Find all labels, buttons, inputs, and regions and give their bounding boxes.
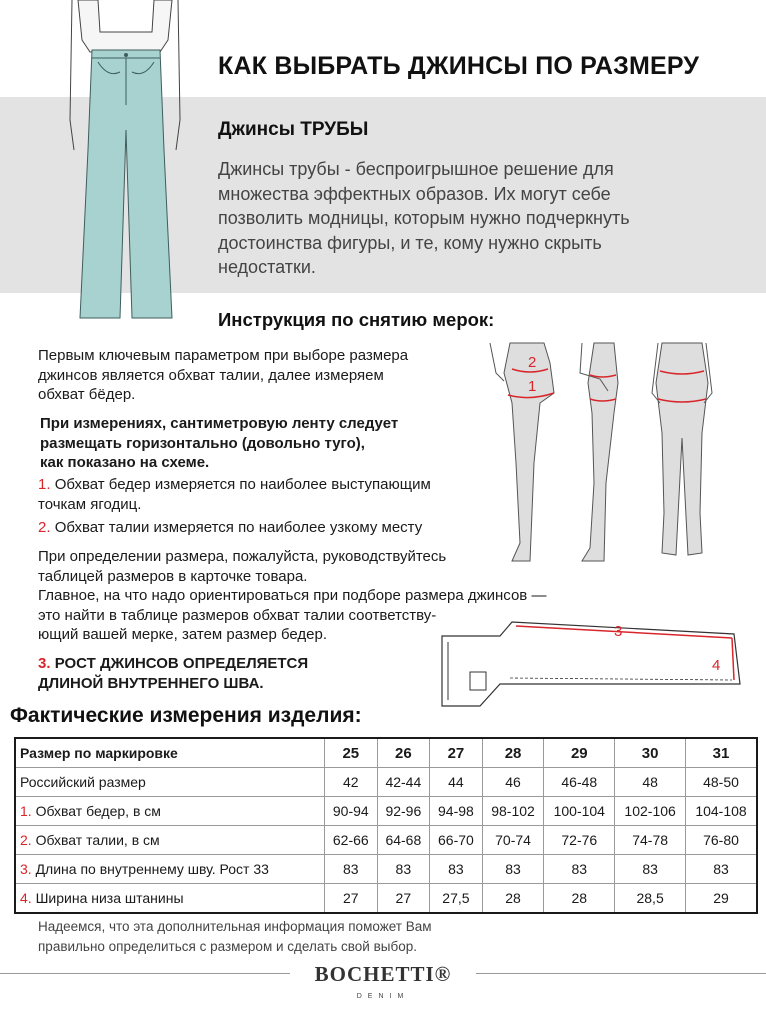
instructions-tape: [40, 414, 398, 473]
instruction-item-2: [38, 518, 422, 538]
table-cell: 83: [377, 855, 430, 884]
row-label: [15, 797, 325, 826]
measurements-title: Фактические измерения изделия:: [10, 704, 362, 727]
table-cell: 102-106: [615, 797, 686, 826]
table-cell: 92-96: [377, 797, 430, 826]
table-cell: 64-68: [377, 826, 430, 855]
text-line: ющий вашей мерке, затем размер бедер.: [38, 626, 327, 643]
text-line: обхват бёдер.: [38, 386, 136, 403]
text-line: РОСТ ДЖИНСОВ ОПРЕДЕЛЯЕТСЯ: [54, 655, 309, 672]
text-line: Первым ключевым параметром при выборе размера: [38, 347, 409, 364]
text-line: правильно определиться с размером и сделать свой выбор.: [38, 939, 417, 954]
jeans-measurement-diagram: [440, 614, 740, 709]
table-cell: 46: [482, 768, 544, 797]
table-cell: 28: [482, 884, 544, 914]
table-cell: 44: [430, 768, 483, 797]
text-line: ДЛИНОЙ ВНУТРЕННЕГО ШВА.: [38, 674, 264, 692]
size-cell: 28: [482, 738, 544, 768]
table-cell: 42: [325, 768, 378, 797]
table-cell: 48-50: [686, 768, 757, 797]
table-row: [15, 855, 757, 884]
size-cell: 27: [430, 738, 483, 768]
table-cell: 90-94: [325, 797, 378, 826]
page-title: КАК ВЫБРАТЬ ДЖИНСЫ ПО РАЗМЕРУ: [218, 52, 700, 80]
text-line: Обхват талии измеряется по наиболее узкому месту: [54, 519, 423, 536]
table-cell: 76-80: [686, 826, 757, 855]
table-cell: 46-48: [544, 768, 615, 797]
text-line: как показано на схеме.: [40, 454, 210, 471]
row-label-text: Длина по внутреннему шву. Рост 33: [35, 861, 269, 877]
table-cell: 48: [615, 768, 686, 797]
body-measurement-diagram: [482, 343, 732, 568]
table-cell: 27: [325, 884, 378, 914]
table-row: [15, 797, 757, 826]
row-label: [15, 826, 325, 855]
table-cell: 42-44: [377, 768, 430, 797]
table-cell: 83: [430, 855, 483, 884]
table-row: [15, 768, 757, 797]
table-cell: 29: [686, 884, 757, 914]
table-cell: 62-66: [325, 826, 378, 855]
size-table: [14, 737, 758, 914]
table-cell: 28: [544, 884, 615, 914]
table-cell: 94-98: [430, 797, 483, 826]
diagram-label-3: 3: [614, 623, 623, 640]
diagram-label-1: 1: [528, 378, 537, 395]
table-cell: 104-108: [686, 797, 757, 826]
description-line: позволить модницы, которым нужно подчеркнуть: [218, 208, 630, 228]
table-cell: 28,5: [615, 884, 686, 914]
row-number: 2.: [20, 832, 32, 848]
description-line: множества эффектных образов. Их могут себе: [218, 183, 611, 204]
row-number: 1.: [20, 803, 32, 819]
model-jeans-illustration: [60, 0, 190, 320]
footer-divider-right: [476, 973, 766, 974]
table-cell: 66-70: [430, 826, 483, 855]
table-cell: 83: [686, 855, 757, 884]
table-row: [15, 826, 757, 855]
brand-subtitle: DENIM: [356, 993, 410, 1000]
header-label: Размер по маркировке: [15, 738, 325, 768]
description-line: достоинства фигуры, и те, кому нужно скрыть: [218, 232, 602, 253]
instructions-title: Инструкция по снятию мерок:: [218, 309, 495, 330]
instruction-item-1: [38, 475, 431, 514]
size-cell: 30: [615, 738, 686, 768]
table-cell: 83: [482, 855, 544, 884]
text-line: Надеемся, что эта дополнительная информация поможет Вам: [38, 919, 432, 934]
item-number: 2.: [38, 519, 51, 536]
footer-note: [38, 917, 432, 957]
row-number: 3.: [20, 861, 32, 877]
item-number: 3.: [38, 655, 51, 672]
instructions-intro: [38, 346, 408, 405]
table-cell: 27,5: [430, 884, 483, 914]
table-cell: 83: [325, 855, 378, 884]
table-header-row: [15, 738, 757, 768]
diagram-label-4: 4: [712, 657, 721, 674]
description-line: недостатки.: [218, 257, 316, 277]
text-line: таблицей размеров в карточке товара.: [38, 567, 308, 585]
row-label-text: Российский размер: [20, 774, 146, 790]
table-cell: 72-76: [544, 826, 615, 855]
size-cell: 26: [377, 738, 430, 768]
row-label-text: Обхват бедер, в см: [35, 803, 161, 819]
text-line: При измерениях, сантиметровую ленту следует: [40, 415, 399, 432]
row-label-text: Ширина низа штанины: [35, 890, 184, 906]
table-cell: 83: [544, 855, 615, 884]
size-cell: 25: [325, 738, 378, 768]
table-cell: 100-104: [544, 797, 615, 826]
footer-divider-left: [0, 973, 290, 974]
table-row: [15, 884, 757, 914]
instruction-item-3: [38, 654, 308, 693]
model-description: [218, 157, 748, 280]
brand-logo: BOCHETTI®: [314, 962, 452, 986]
table-cell: 74-78: [615, 826, 686, 855]
table-cell: 70-74: [482, 826, 544, 855]
item-number: 1.: [38, 476, 51, 493]
size-cell: 31: [686, 738, 757, 768]
row-number: 4.: [20, 890, 32, 906]
table-cell: 98-102: [482, 797, 544, 826]
text-line: джинсов является обхват талии, далее измеряем: [38, 366, 384, 384]
row-label: [15, 884, 325, 914]
text-line: При определении размера, пожалуйста, руководствуйтесь: [38, 548, 447, 565]
table-cell: 27: [377, 884, 430, 914]
row-label: [15, 768, 325, 797]
text-line: Обхват бедер измеряется по наиболее выступающим: [54, 476, 431, 493]
table-cell: 83: [615, 855, 686, 884]
row-label-text: Обхват талии, в см: [35, 832, 160, 848]
size-cell: 29: [544, 738, 615, 768]
text-line: Главное, на что надо ориентироваться при подборе размера джинсов —: [38, 587, 547, 604]
row-label: [15, 855, 325, 884]
description-line: Джинсы трубы - беспроигрышное решение для: [218, 159, 614, 179]
diagram-label-2: 2: [528, 354, 537, 371]
text-line: размещать горизонтально (довольно туго),: [40, 434, 365, 452]
model-name: Джинсы ТРУБЫ: [218, 119, 369, 140]
text-line: точкам ягодиц.: [38, 495, 142, 513]
text-line: это найти в таблице размеров обхват талии соответству-: [38, 606, 437, 624]
